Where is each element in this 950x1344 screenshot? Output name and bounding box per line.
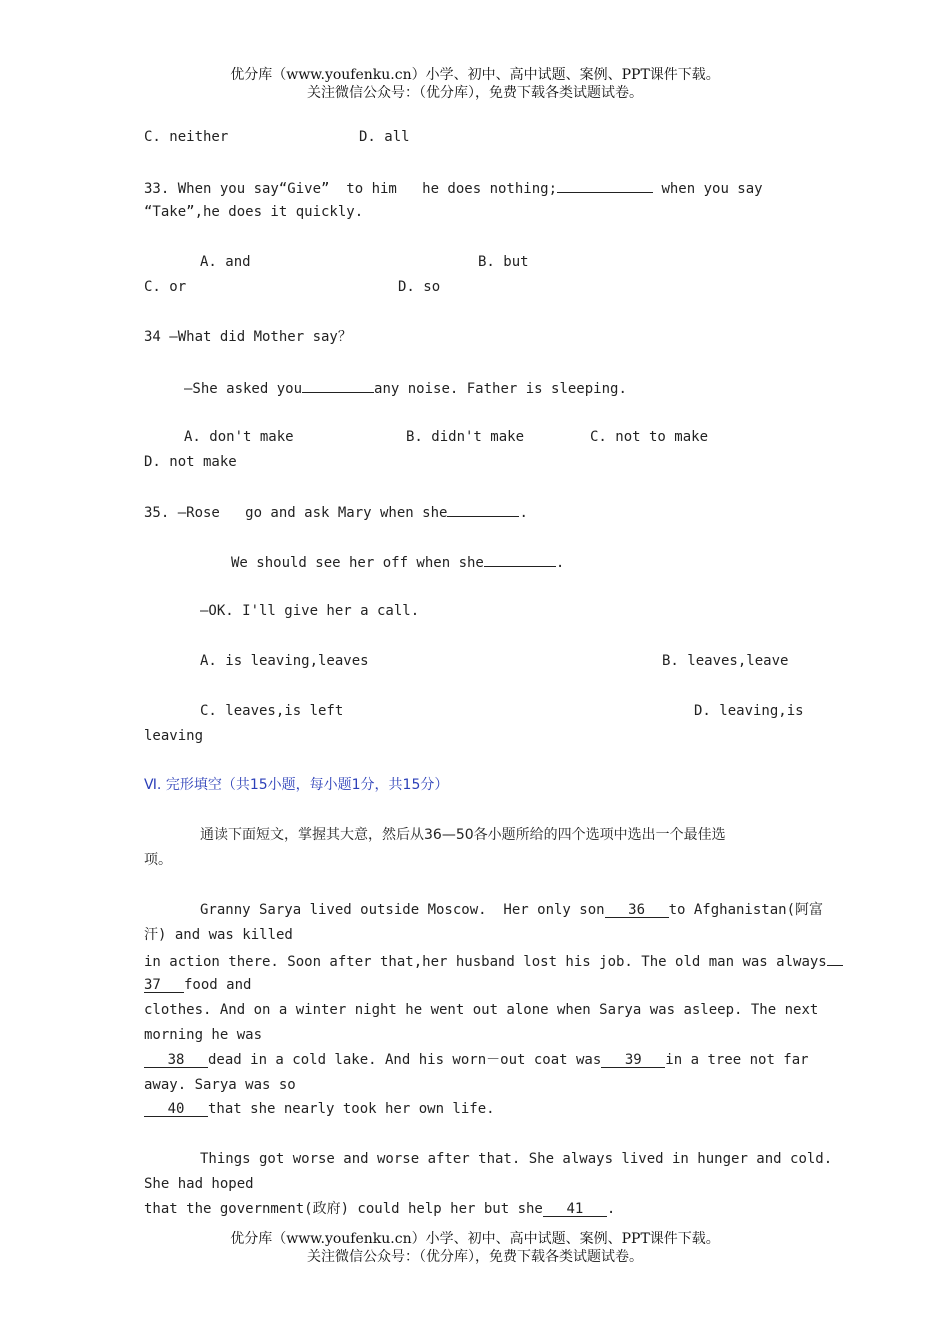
q35-option-d-line1: D. leaving,is	[694, 703, 804, 719]
q35-blank-2	[484, 552, 556, 567]
passage-text: dead in a cold lake. And his worn－out coat was	[208, 1052, 602, 1068]
passage-text: to Afghanistan(阿富	[668, 902, 824, 918]
q35-reply: —OK. I'll give her a call.	[200, 603, 420, 619]
q35-blank-1	[447, 502, 519, 517]
passage-line-2: 汗) and was killed	[144, 927, 293, 943]
q33-stem-line1	[144, 178, 763, 198]
section-6-instruction-1: 通读下面短文，掌握其大意，然后从36—50各小题所给的四个选项中选出一个最佳选	[200, 827, 726, 843]
passage-text: .	[606, 1201, 616, 1217]
q34-reply-part1: —She asked you	[184, 381, 303, 397]
q35-stem-part4: .	[555, 555, 565, 571]
q33-option-d: D. so	[398, 279, 441, 295]
q35-stem-part2: .	[519, 505, 528, 521]
q33-option-c: C. or	[144, 279, 187, 295]
passage-line-3	[144, 951, 843, 971]
q34-stem: 34 —What did Mother say？	[144, 329, 352, 345]
q34-option-b: B. didn't make	[406, 429, 525, 445]
q35-stem-line2	[231, 552, 564, 572]
passage-text: Granny Sarya lived outside Moscow. Her only son	[200, 902, 605, 918]
passage-line-7	[144, 1051, 809, 1069]
passage-line-5: clothes. And on a winter night he went out alone when Sarya was asleep. The next	[144, 1002, 819, 1018]
passage-line-4	[144, 976, 251, 994]
q33-stem-part2: when you say	[653, 181, 763, 197]
section-6-instruction-2: 项。	[144, 852, 172, 868]
q33-blank	[557, 178, 653, 193]
page-header	[0, 66, 950, 102]
header-line-2: 关注微信公众号：（优分库），免费下载各类试题试卷。	[307, 85, 643, 101]
q34-option-a: A. don't make	[184, 429, 294, 445]
q32-option-c: C. neither	[144, 129, 229, 145]
q35-option-b: B. leaves,leave	[662, 653, 789, 669]
passage-line-11: She had hoped	[144, 1176, 254, 1192]
footer-line-2: 关注微信公众号：（优分库），免费下载各类试题试卷。	[307, 1249, 643, 1265]
q32-option-d: D. all	[359, 129, 410, 145]
q34-option-d: D. not make	[144, 454, 237, 470]
passage-text: that she nearly took her own life.	[208, 1101, 495, 1117]
q35-option-d-line2: leaving	[144, 728, 204, 744]
q34-option-c: C. not to make	[590, 429, 709, 445]
q33-stem-part1: 33. When you say“Give” to him he does nothing;	[144, 181, 558, 197]
passage-line-8: away. Sarya was so	[144, 1077, 296, 1093]
q35-option-a: A. is leaving,leaves	[200, 653, 369, 669]
q35-option-c: C. leaves,is left	[200, 703, 344, 719]
blank-39: 39	[601, 1053, 665, 1068]
passage-line-10: Things got worse and worse after that. She always lived in hunger and cold.	[200, 1151, 833, 1167]
q34-reply	[184, 378, 627, 398]
footer-line-1: 优分库（www.youfenku.cn）小学、初中、高中试题、案例、PPT课件下载。	[230, 1231, 720, 1247]
q35-stem-line1	[144, 502, 528, 522]
page-footer	[0, 1230, 950, 1266]
blank-38: 38	[144, 1053, 208, 1068]
q33-stem-line2: “Take”,he does it quickly.	[144, 204, 364, 220]
header-line-1: 优分库（www.youfenku.cn）小学、初中、高中试题、案例、PPT课件下载。	[230, 67, 720, 83]
q35-stem-part1: 35. —Rose go and ask Mary when she	[144, 505, 448, 521]
passage-line-1	[200, 901, 823, 919]
q33-option-b: B. but	[478, 254, 529, 270]
blank-37-start	[827, 951, 843, 966]
passage-text: in action there. Soon after that,her husband lost his job. The old man was always	[144, 954, 827, 970]
q34-blank	[302, 378, 374, 393]
blank-41: 41	[543, 1202, 607, 1217]
blank-40: 40	[144, 1102, 208, 1117]
passage-text: food and	[184, 977, 252, 993]
q33-option-a: A. and	[200, 254, 251, 270]
passage-line-6: morning he was	[144, 1027, 263, 1043]
passage-text: that the government(政府) could help her but she	[144, 1201, 543, 1217]
passage-text: in a tree not far	[665, 1052, 809, 1068]
q34-reply-part2: any noise. Father is sleeping.	[374, 381, 627, 397]
passage-line-9	[144, 1100, 495, 1118]
section-6-title: Ⅵ. 完形填空（共15小题，每小题1分，共15分）	[144, 777, 449, 793]
passage-line-12	[144, 1200, 615, 1218]
q35-stem-part3: We should see her off when she	[231, 555, 484, 571]
blank-36: 36	[605, 903, 669, 918]
blank-37: 37	[144, 978, 184, 993]
